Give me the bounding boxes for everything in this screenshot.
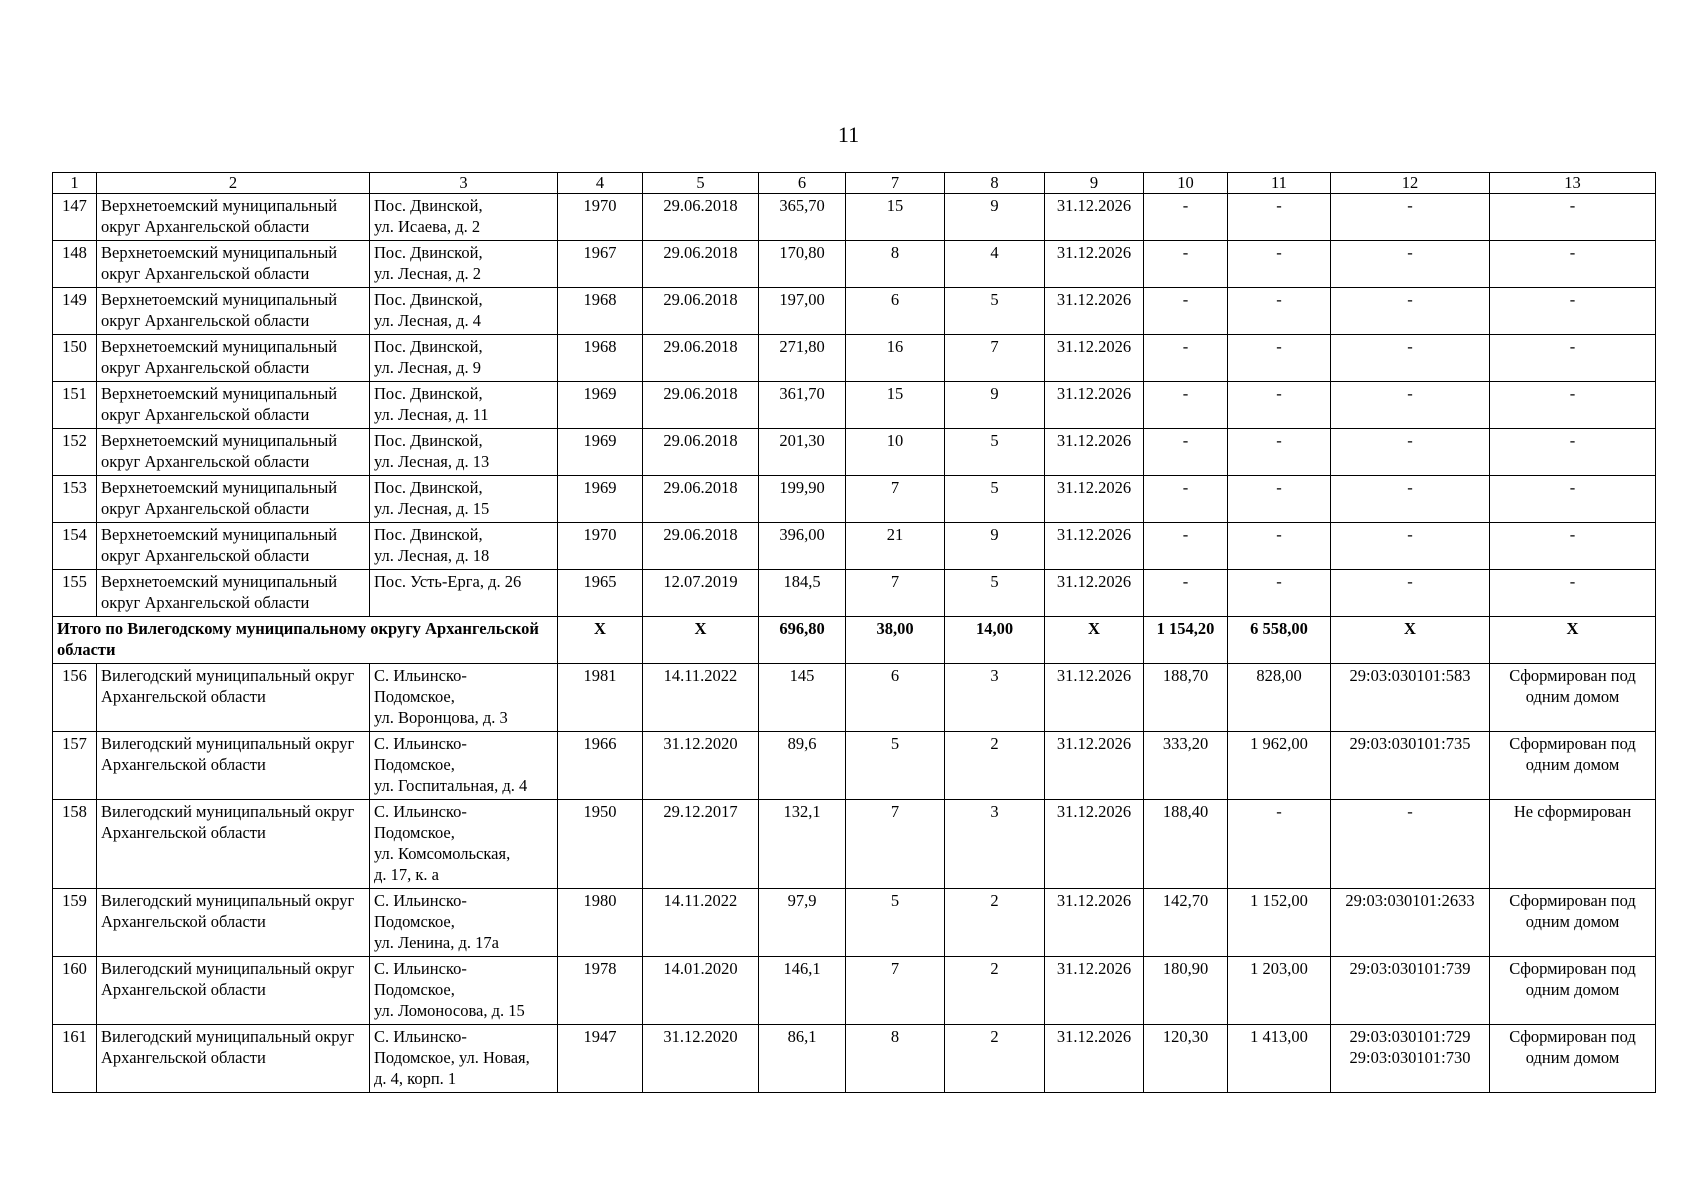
residents-cell: 7 [846, 570, 945, 617]
column-number: 8 [945, 173, 1045, 194]
deadline-cell: 31.12.2026 [1045, 194, 1144, 241]
date-cell: 14.11.2022 [643, 889, 759, 957]
value-11-cell: 1 413,00 [1228, 1025, 1331, 1093]
area-cell: 89,6 [759, 732, 846, 800]
land-status-cell: - [1490, 523, 1656, 570]
build-year-cell: 1967 [558, 241, 643, 288]
value-11-cell: 6 558,00 [1228, 617, 1331, 664]
column-number: 7 [846, 173, 945, 194]
build-year-cell: 1970 [558, 194, 643, 241]
build-year-cell: 1968 [558, 288, 643, 335]
apartments-cell: 3 [945, 664, 1045, 732]
cadastral-number-cell [1331, 800, 1490, 889]
area-cell: 184,5 [759, 570, 846, 617]
apartments-cell: 7 [945, 335, 1045, 382]
cadastral-number: 29:03:030101:739 [1349, 959, 1471, 978]
row-number: 147 [53, 194, 97, 241]
value-10-cell: - [1144, 335, 1228, 382]
deadline-cell: 31.12.2026 [1045, 476, 1144, 523]
residents-cell: 5 [846, 732, 945, 800]
value-11-cell: - [1228, 194, 1331, 241]
cadastral-number: 29:03:030101:583 [1349, 666, 1471, 685]
row-number: 160 [53, 957, 97, 1025]
date-cell: 29.06.2018 [643, 288, 759, 335]
address-cell [370, 523, 558, 570]
row-number: 155 [53, 570, 97, 617]
build-year-cell: 1969 [558, 429, 643, 476]
table-body [53, 173, 1656, 1093]
total-row [53, 617, 1656, 664]
row-number: 158 [53, 800, 97, 889]
table-row [53, 288, 1656, 335]
address-line: Подомское, ул. Новая, [374, 1048, 530, 1067]
table-row [53, 476, 1656, 523]
value-10-cell: - [1144, 523, 1228, 570]
cadastral-number: 29:03:030101:730 [1349, 1048, 1471, 1067]
value-11-cell: - [1228, 335, 1331, 382]
address-line: Пос. Усть-Ерга, д. 26 [374, 572, 522, 591]
residents-cell: 6 [846, 288, 945, 335]
deadline-cell: 31.12.2026 [1045, 429, 1144, 476]
apartments-cell: 4 [945, 241, 1045, 288]
address-line: С. Ильинско- [374, 959, 467, 978]
land-status-cell: Сформирован под одним домом [1490, 889, 1656, 957]
cadastral-number-cell: - [1331, 335, 1490, 382]
apartments-cell: 5 [945, 476, 1045, 523]
value-10-cell: 188,70 [1144, 664, 1228, 732]
cadastral-number-cell: - [1331, 570, 1490, 617]
cadastral-number-cell: - [1331, 476, 1490, 523]
deadline-cell: 31.12.2026 [1045, 523, 1144, 570]
address-cell [370, 889, 558, 957]
address-line: ул. Комсомольская, [374, 844, 511, 863]
address-cell [370, 957, 558, 1025]
municipality-cell: Верхнетоемский муниципальный округ Архангельской области [97, 429, 370, 476]
address-cell [370, 476, 558, 523]
deadline-cell: 31.12.2026 [1045, 382, 1144, 429]
area-cell: 86,1 [759, 1025, 846, 1093]
build-year-cell: X [558, 617, 643, 664]
address-line: Подомское, [374, 980, 455, 999]
build-year-cell: 1970 [558, 523, 643, 570]
municipality-cell: Верхнетоемский муниципальный округ Архангельской области [97, 335, 370, 382]
deadline-cell: 31.12.2026 [1045, 957, 1144, 1025]
column-number: 6 [759, 173, 846, 194]
residents-cell: 6 [846, 664, 945, 732]
address-cell [370, 1025, 558, 1093]
residents-cell: 10 [846, 429, 945, 476]
date-cell: 29.06.2018 [643, 429, 759, 476]
address-line: С. Ильинско- [374, 802, 467, 821]
land-status-cell: Сформирован под одним домом [1490, 732, 1656, 800]
address-line: ул. Лесная, д. 2 [374, 264, 482, 283]
cadastral-number-cell [1331, 889, 1490, 957]
residents-cell: 7 [846, 476, 945, 523]
area-cell: 132,1 [759, 800, 846, 889]
column-number: 4 [558, 173, 643, 194]
municipality-cell: Вилегодский муниципальный округ Архангельской области [97, 1025, 370, 1093]
column-number: 12 [1331, 173, 1490, 194]
build-year-cell: 1968 [558, 335, 643, 382]
area-cell: 97,9 [759, 889, 846, 957]
cadastral-number-cell [1331, 664, 1490, 732]
deadline-cell: 31.12.2026 [1045, 288, 1144, 335]
municipality-cell: Верхнетоемский муниципальный округ Архангельской области [97, 476, 370, 523]
column-number: 10 [1144, 173, 1228, 194]
value-11-cell: - [1228, 570, 1331, 617]
column-number: 3 [370, 173, 558, 194]
deadline-cell: X [1045, 617, 1144, 664]
address-cell [370, 732, 558, 800]
residents-cell: 15 [846, 194, 945, 241]
address-line: ул. Лесная, д. 11 [374, 405, 489, 424]
value-10-cell: - [1144, 241, 1228, 288]
address-line: Пос. Двинской, [374, 290, 483, 309]
row-number: 156 [53, 664, 97, 732]
address-cell [370, 800, 558, 889]
value-11-cell: - [1228, 429, 1331, 476]
residents-cell: 38,00 [846, 617, 945, 664]
address-line: ул. Госпитальная, д. 4 [374, 776, 528, 795]
land-status-cell: X [1490, 617, 1656, 664]
column-number: 5 [643, 173, 759, 194]
residents-cell: 16 [846, 335, 945, 382]
deadline-cell: 31.12.2026 [1045, 1025, 1144, 1093]
cadastral-number-cell: - [1331, 429, 1490, 476]
registry-table [52, 172, 1656, 1093]
row-number: 153 [53, 476, 97, 523]
address-cell [370, 288, 558, 335]
land-status-cell: - [1490, 476, 1656, 523]
table-row [53, 570, 1656, 617]
table-row [53, 429, 1656, 476]
date-cell: 31.12.2020 [643, 732, 759, 800]
deadline-cell: 31.12.2026 [1045, 570, 1144, 617]
table-row [53, 335, 1656, 382]
cadastral-number: - [1407, 802, 1413, 821]
column-number: 11 [1228, 173, 1331, 194]
build-year-cell: 1978 [558, 957, 643, 1025]
value-10-cell: 180,90 [1144, 957, 1228, 1025]
residents-cell: 5 [846, 889, 945, 957]
value-10-cell: 120,30 [1144, 1025, 1228, 1093]
value-10-cell: 142,70 [1144, 889, 1228, 957]
address-line: ул. Лесная, д. 18 [374, 546, 490, 565]
table-row [53, 523, 1656, 570]
municipality-cell: Вилегодский муниципальный округ Архангельской области [97, 732, 370, 800]
value-11-cell: - [1228, 241, 1331, 288]
row-number: 152 [53, 429, 97, 476]
column-number: 2 [97, 173, 370, 194]
date-cell: X [643, 617, 759, 664]
table-row [53, 241, 1656, 288]
build-year-cell: 1947 [558, 1025, 643, 1093]
table-row [53, 194, 1656, 241]
build-year-cell: 1969 [558, 382, 643, 429]
address-cell [370, 194, 558, 241]
value-10-cell: - [1144, 429, 1228, 476]
residents-cell: 7 [846, 957, 945, 1025]
address-cell [370, 335, 558, 382]
address-cell [370, 664, 558, 732]
value-10-cell: - [1144, 194, 1228, 241]
apartments-cell: 2 [945, 957, 1045, 1025]
cadastral-number-cell [1331, 1025, 1490, 1093]
date-cell: 14.01.2020 [643, 957, 759, 1025]
value-10-cell: - [1144, 476, 1228, 523]
area-cell: 201,30 [759, 429, 846, 476]
residents-cell: 8 [846, 241, 945, 288]
area-cell: 145 [759, 664, 846, 732]
row-number: 148 [53, 241, 97, 288]
cadastral-number-cell: - [1331, 382, 1490, 429]
address-line: д. 17, к. а [374, 865, 439, 884]
column-number: 13 [1490, 173, 1656, 194]
value-10-cell: 1 154,20 [1144, 617, 1228, 664]
cadastral-number-cell: X [1331, 617, 1490, 664]
address-line: ул. Лесная, д. 9 [374, 358, 482, 377]
area-cell: 199,90 [759, 476, 846, 523]
cadastral-number-cell: - [1331, 288, 1490, 335]
address-line: Пос. Двинской, [374, 525, 483, 544]
address-line: С. Ильинско- [374, 666, 467, 685]
municipality-cell: Вилегодский муниципальный округ Архангельской области [97, 664, 370, 732]
municipality-cell: Верхнетоемский муниципальный округ Архангельской области [97, 241, 370, 288]
address-line: д. 4, корп. 1 [374, 1069, 457, 1088]
row-number: 150 [53, 335, 97, 382]
table-row [53, 732, 1656, 800]
area-cell: 271,80 [759, 335, 846, 382]
value-10-cell: - [1144, 570, 1228, 617]
deadline-cell: 31.12.2026 [1045, 889, 1144, 957]
apartments-cell: 2 [945, 889, 1045, 957]
cadastral-number-cell [1331, 957, 1490, 1025]
land-status-cell: - [1490, 335, 1656, 382]
land-status-cell: Сформирован под одним домом [1490, 664, 1656, 732]
area-cell: 146,1 [759, 957, 846, 1025]
address-line: ул. Ленина, д. 17а [374, 933, 499, 952]
address-line: Пос. Двинской, [374, 196, 483, 215]
address-line: С. Ильинско- [374, 1027, 467, 1046]
table-row [53, 957, 1656, 1025]
municipality-cell: Верхнетоемский муниципальный округ Архангельской области [97, 288, 370, 335]
address-line: С. Ильинско- [374, 734, 467, 753]
address-line: Пос. Двинской, [374, 243, 483, 262]
land-status-cell: - [1490, 288, 1656, 335]
value-11-cell: 1 962,00 [1228, 732, 1331, 800]
column-number: 9 [1045, 173, 1144, 194]
table-row [53, 800, 1656, 889]
area-cell: 361,70 [759, 382, 846, 429]
land-status-cell: Сформирован под одним домом [1490, 957, 1656, 1025]
build-year-cell: 1969 [558, 476, 643, 523]
address-line: Подомское, [374, 687, 455, 706]
apartments-cell: 5 [945, 288, 1045, 335]
municipality-cell: Вилегодский муниципальный округ Архангельской области [97, 957, 370, 1025]
column-number-row [53, 173, 1656, 194]
cadastral-number-cell: - [1331, 523, 1490, 570]
address-line: Подомское, [374, 823, 455, 842]
land-status-cell: - [1490, 382, 1656, 429]
cadastral-number: 29:03:030101:735 [1349, 734, 1471, 753]
value-10-cell: 333,20 [1144, 732, 1228, 800]
cadastral-number-cell [1331, 732, 1490, 800]
address-line: Пос. Двинской, [374, 478, 483, 497]
residents-cell: 7 [846, 800, 945, 889]
area-cell: 696,80 [759, 617, 846, 664]
area-cell: 396,00 [759, 523, 846, 570]
address-cell [370, 382, 558, 429]
date-cell: 29.06.2018 [643, 241, 759, 288]
date-cell: 29.06.2018 [643, 476, 759, 523]
row-number: 159 [53, 889, 97, 957]
apartments-cell: 14,00 [945, 617, 1045, 664]
apartments-cell: 2 [945, 1025, 1045, 1093]
date-cell: 29.06.2018 [643, 523, 759, 570]
cadastral-number-cell: - [1331, 241, 1490, 288]
deadline-cell: 31.12.2026 [1045, 335, 1144, 382]
deadline-cell: 31.12.2026 [1045, 241, 1144, 288]
municipality-cell: Верхнетоемский муниципальный округ Архангельской области [97, 523, 370, 570]
apartments-cell: 9 [945, 382, 1045, 429]
value-11-cell: 1 203,00 [1228, 957, 1331, 1025]
apartments-cell: 2 [945, 732, 1045, 800]
municipality-cell: Верхнетоемский муниципальный округ Архангельской области [97, 382, 370, 429]
municipality-cell: Вилегодский муниципальный округ Архангельской области [97, 889, 370, 957]
table-row [53, 1025, 1656, 1093]
address-line: ул. Исаева, д. 2 [374, 217, 481, 236]
address-line: ул. Ломоносова, д. 15 [374, 1001, 525, 1020]
value-11-cell: - [1228, 288, 1331, 335]
apartments-cell: 9 [945, 194, 1045, 241]
land-status-cell: - [1490, 429, 1656, 476]
deadline-cell: 31.12.2026 [1045, 732, 1144, 800]
apartments-cell: 3 [945, 800, 1045, 889]
deadline-cell: 31.12.2026 [1045, 800, 1144, 889]
address-line: Подомское, [374, 755, 455, 774]
land-status-cell: Сформирован под одним домом [1490, 1025, 1656, 1093]
address-line: Подомское, [374, 912, 455, 931]
apartments-cell: 5 [945, 429, 1045, 476]
residents-cell: 21 [846, 523, 945, 570]
land-status-cell: - [1490, 570, 1656, 617]
land-status-cell: Не сформирован [1490, 800, 1656, 889]
address-line: ул. Лесная, д. 4 [374, 311, 482, 330]
value-11-cell: - [1228, 800, 1331, 889]
total-label: Итого по Вилегодскому муниципальному округу Архангельской области [53, 617, 558, 664]
cadastral-number: 29:03:030101:2633 [1345, 891, 1475, 910]
build-year-cell: 1981 [558, 664, 643, 732]
land-status-cell: - [1490, 194, 1656, 241]
date-cell: 29.12.2017 [643, 800, 759, 889]
value-10-cell: 188,40 [1144, 800, 1228, 889]
date-cell: 29.06.2018 [643, 194, 759, 241]
row-number: 157 [53, 732, 97, 800]
build-year-cell: 1950 [558, 800, 643, 889]
address-line: Пос. Двинской, [374, 337, 483, 356]
page-number: 11 [837, 122, 860, 147]
date-cell: 29.06.2018 [643, 335, 759, 382]
address-line: Пос. Двинской, [374, 431, 483, 450]
date-cell: 12.07.2019 [643, 570, 759, 617]
area-cell: 365,70 [759, 194, 846, 241]
build-year-cell: 1980 [558, 889, 643, 957]
address-line: Пос. Двинской, [374, 384, 483, 403]
municipality-cell: Вилегодский муниципальный округ Архангельской области [97, 800, 370, 889]
value-11-cell: 1 152,00 [1228, 889, 1331, 957]
date-cell: 31.12.2020 [643, 1025, 759, 1093]
table-row [53, 664, 1656, 732]
build-year-cell: 1965 [558, 570, 643, 617]
date-cell: 29.06.2018 [643, 382, 759, 429]
value-10-cell: - [1144, 288, 1228, 335]
row-number: 151 [53, 382, 97, 429]
address-line: С. Ильинско- [374, 891, 467, 910]
row-number: 149 [53, 288, 97, 335]
municipality-cell: Верхнетоемский муниципальный округ Архангельской области [97, 194, 370, 241]
residents-cell: 15 [846, 382, 945, 429]
value-11-cell: - [1228, 476, 1331, 523]
address-line: ул. Лесная, д. 13 [374, 452, 490, 471]
address-cell [370, 241, 558, 288]
apartments-cell: 9 [945, 523, 1045, 570]
value-11-cell: - [1228, 523, 1331, 570]
row-number: 154 [53, 523, 97, 570]
value-11-cell: 828,00 [1228, 664, 1331, 732]
address-line: ул. Воронцова, д. 3 [374, 708, 508, 727]
address-cell [370, 429, 558, 476]
land-status-cell: - [1490, 241, 1656, 288]
deadline-cell: 31.12.2026 [1045, 664, 1144, 732]
table-row [53, 889, 1656, 957]
area-cell: 170,80 [759, 241, 846, 288]
area-cell: 197,00 [759, 288, 846, 335]
cadastral-number-cell: - [1331, 194, 1490, 241]
value-11-cell: - [1228, 382, 1331, 429]
address-cell [370, 570, 558, 617]
residents-cell: 8 [846, 1025, 945, 1093]
address-line: ул. Лесная, д. 15 [374, 499, 490, 518]
column-number: 1 [53, 173, 97, 194]
table-row [53, 382, 1656, 429]
municipality-cell: Верхнетоемский муниципальный округ Архангельской области [97, 570, 370, 617]
cadastral-number: 29:03:030101:729 [1349, 1027, 1471, 1046]
value-10-cell: - [1144, 382, 1228, 429]
build-year-cell: 1966 [558, 732, 643, 800]
apartments-cell: 5 [945, 570, 1045, 617]
row-number: 161 [53, 1025, 97, 1093]
date-cell: 14.11.2022 [643, 664, 759, 732]
